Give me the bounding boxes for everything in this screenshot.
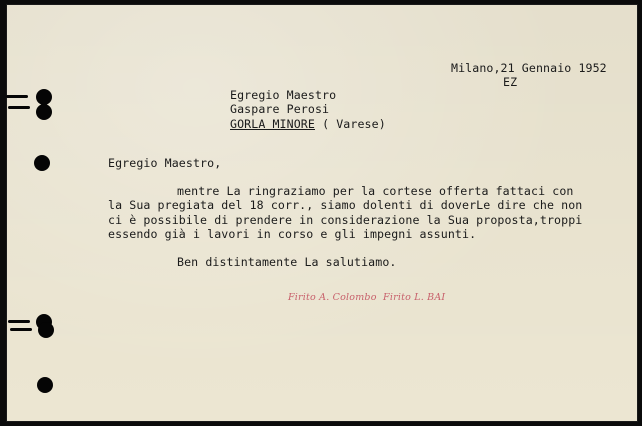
recipient-city: GORLA MINORE [230,117,315,131]
body-line: la Sua pregiata del 18 corr., siamo dolenti di doverLe dire che non [108,198,583,212]
body-line: ci è possibile di prendere in considerazione la Sua proposta,troppi [108,213,583,227]
punch-hole [38,322,54,338]
punch-hole [34,155,50,171]
closing: Ben distintamente La salutiamo. [177,255,397,269]
reference-initials: EZ [503,75,518,89]
body-line: essendo già i lavori in corso e gli impegni assunti. [108,227,477,241]
punch-hole [36,89,52,105]
punch-hole [37,377,53,393]
recipient-name: Gaspare Perosi [230,102,330,116]
punch-hole-tear [8,320,30,323]
recipient-title: Egregio Maestro [230,88,337,102]
body-line: mentre La ringraziamo per la cortese offerta fattaci con [177,184,574,198]
punch-hole-tear [10,328,32,331]
date-line: Milano,21 Gennaio 1952 [451,61,607,75]
salutation: Egregio Maestro, [108,156,222,170]
punch-hole-tear [8,106,30,109]
recipient-address [230,117,386,131]
punch-hole-tear [6,95,28,98]
signature-stamp: Firito A. Colombo Firito L. BAI [288,292,446,303]
punch-hole [36,104,52,120]
recipient-province: ( Varese) [322,117,386,131]
